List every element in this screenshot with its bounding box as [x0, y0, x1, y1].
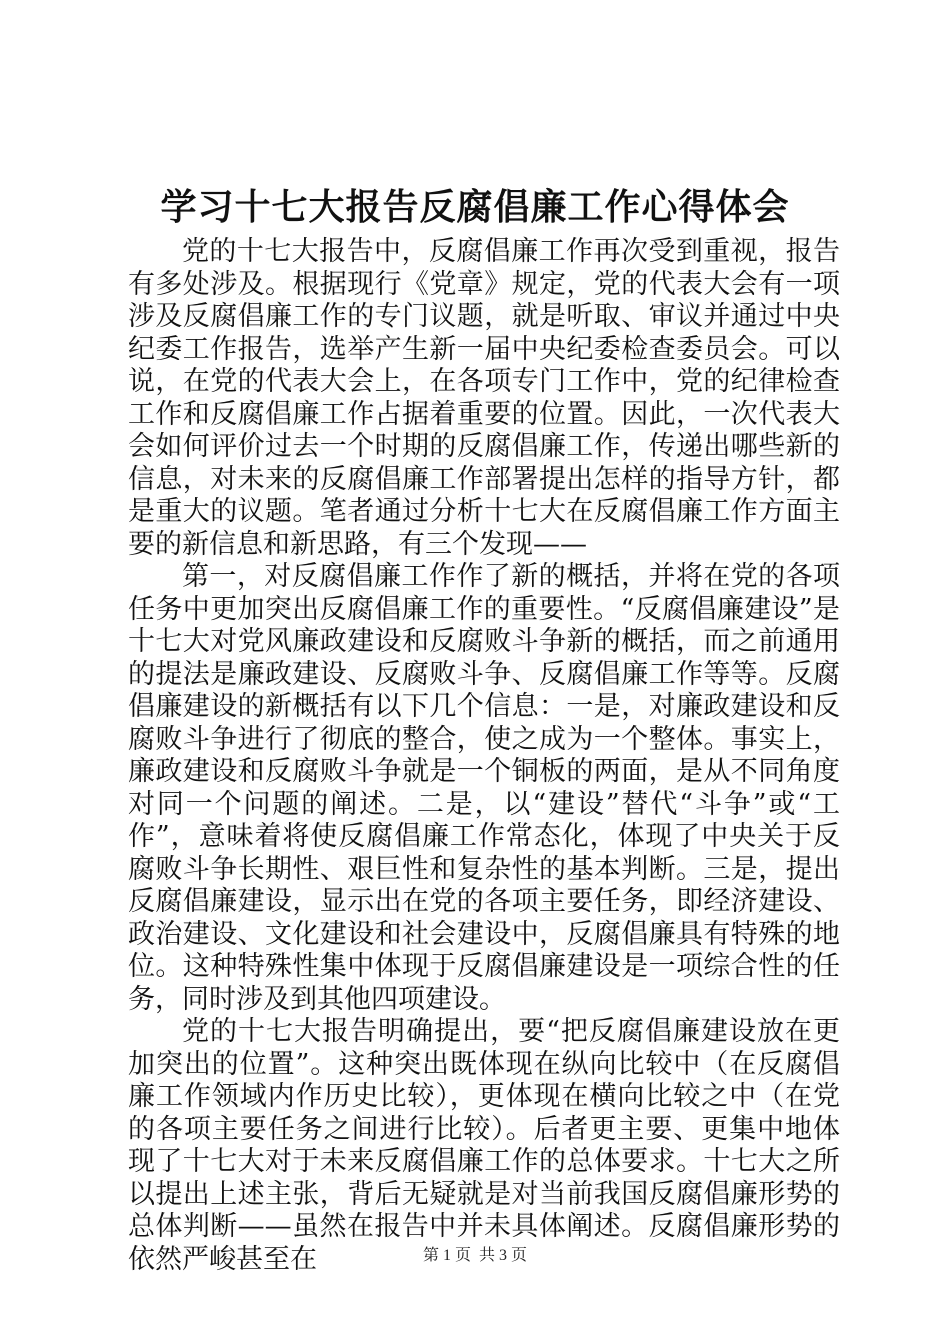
- document-title: 学习十七大报告反腐倡廉工作心得体会: [160, 186, 790, 228]
- page-footer: [0, 1244, 950, 1268]
- paragraph-first-point: 第一，对反腐倡廉工作作了新的概括，并将在党的各项任务中更加突出反腐倡廉工作的重要性。“反腐倡廉建设”是十七大对党风廉政建设和反腐败斗争新的概括，而之前通用的提法是廉政建设、反腐败斗争、反腐倡廉工作等等。反腐倡廉建设的新概括有以下几个信息：一是，对廉政建设和反腐败斗争进行了彻底的整合，使之成为一个整体。事实上，廉政建设和反腐败斗争就是一个铜板的两面，是从不同角度对同一个问题的阐述。二是，以“建设”替代“斗争”或“工作”，意味着将使反腐倡廉工作常态化，体现了中央关于反腐败斗争长期性、艰巨性和复杂性的基本判断。三是，提出反腐倡廉建设，显示出在党的各项主要任务，即经济建设、政治建设、文化建设和社会建设中，反腐倡廉具有特殊的地位。这种特殊性集中体现于反腐倡廉建设是一项综合性的任务，同时涉及到其他四项建设。: [128, 561, 840, 1015]
- document-body: [128, 236, 840, 1276]
- paragraph-emphasis: 党的十七大报告明确提出，要“把反腐倡廉建设放在更加突出的位置”。这种突出既体现在纵向比较中（在反腐倡廉工作领域内作历史比较），更体现在横向比较之中（在党的各项主要任务之间进行比较）。后者更主要、更集中地体现了十七大对于未来反腐倡廉工作的总体要求。十七大之所以提出上述主张，背后无疑就是对当前我国反腐倡廉形势的总体判断——虽然在报告中并未具体阐述。反腐倡廉形势的依然严峻甚至在: [128, 1016, 840, 1275]
- page-number: 第 1 页 共 3 页: [422, 1247, 527, 1264]
- paragraph-intro: 党的十七大报告中，反腐倡廉工作再次受到重视，报告有多处涉及。根据现行《党章》规定，党的代表大会有一项涉及反腐倡廉工作的专门议题，就是听取、审议并通过中央纪委工作报告，选举产生新一届中央纪委检查委员会。可以说，在党的代表大会上，在各项专门工作中，党的纪律检查工作和反腐倡廉工作占据着重要的位置。因此，一次代表大会如何评价过去一个时期的反腐倡廉工作，传递出哪些新的信息，对未来的反腐倡廉工作部署提出怎样的指导方针，都是重大的议题。笔者通过分析十七大在反腐倡廉工作方面主要的新信息和新思路，有三个发现——: [128, 236, 840, 560]
